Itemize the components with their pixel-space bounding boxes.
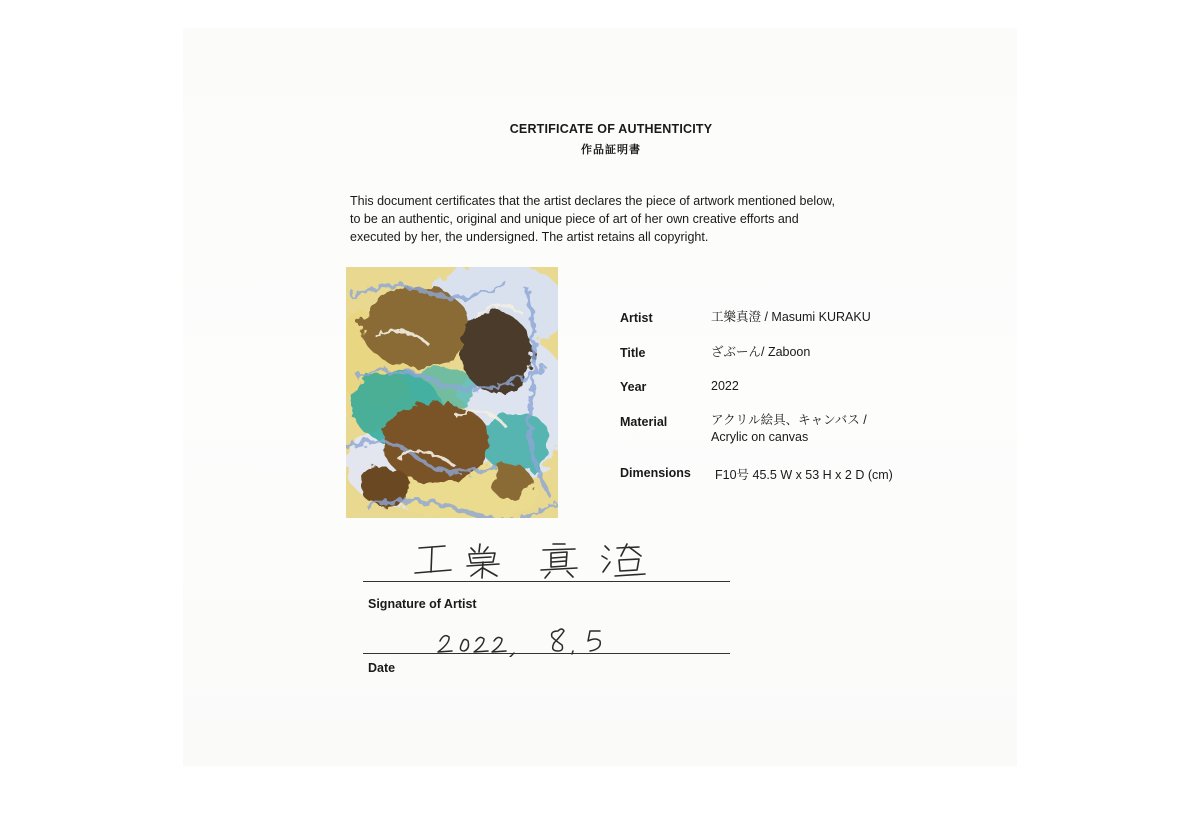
intro-line: This document certificates that the artist declares the piece of artwork mentioned below, (350, 194, 835, 208)
material-value (711, 412, 867, 446)
material-value-line: Acrylic on canvas (711, 430, 809, 444)
certificate-subtitle: 作品証明書 (581, 144, 641, 156)
dimensions-label: Dimensions (620, 466, 691, 480)
artist-value: 工樂真澄 / Masumi KURAKU (711, 310, 871, 324)
year-label: Year (620, 380, 647, 394)
artist-signature (405, 538, 665, 580)
signature-label: Signature of Artist (368, 597, 477, 611)
handwritten-date (430, 623, 630, 657)
signature-line (363, 581, 730, 582)
intro-line: to be an authentic, original and unique piece of art of her own creative efforts and (350, 212, 799, 226)
year-value: 2022 (711, 379, 739, 393)
intro-paragraph (350, 192, 895, 246)
intro-line: executed by her, the undersigned. The artist retains all copyright. (350, 230, 709, 244)
date-line (363, 653, 730, 654)
material-value-line: アクリル絵具、キャンバス / (711, 413, 867, 427)
material-label: Material (620, 415, 668, 429)
certificate-title: CERTIFICATE OF AUTHENTICITY (509, 122, 713, 136)
artist-label: Artist (620, 311, 653, 325)
title-value: ざぶーん/ Zaboon (711, 345, 811, 359)
date-label: Date (368, 661, 396, 675)
artwork-image (346, 267, 558, 518)
title-label: Title (620, 346, 646, 360)
dimensions-value: F10号 45.5 W x 53 H x 2 D (cm) (715, 468, 893, 482)
